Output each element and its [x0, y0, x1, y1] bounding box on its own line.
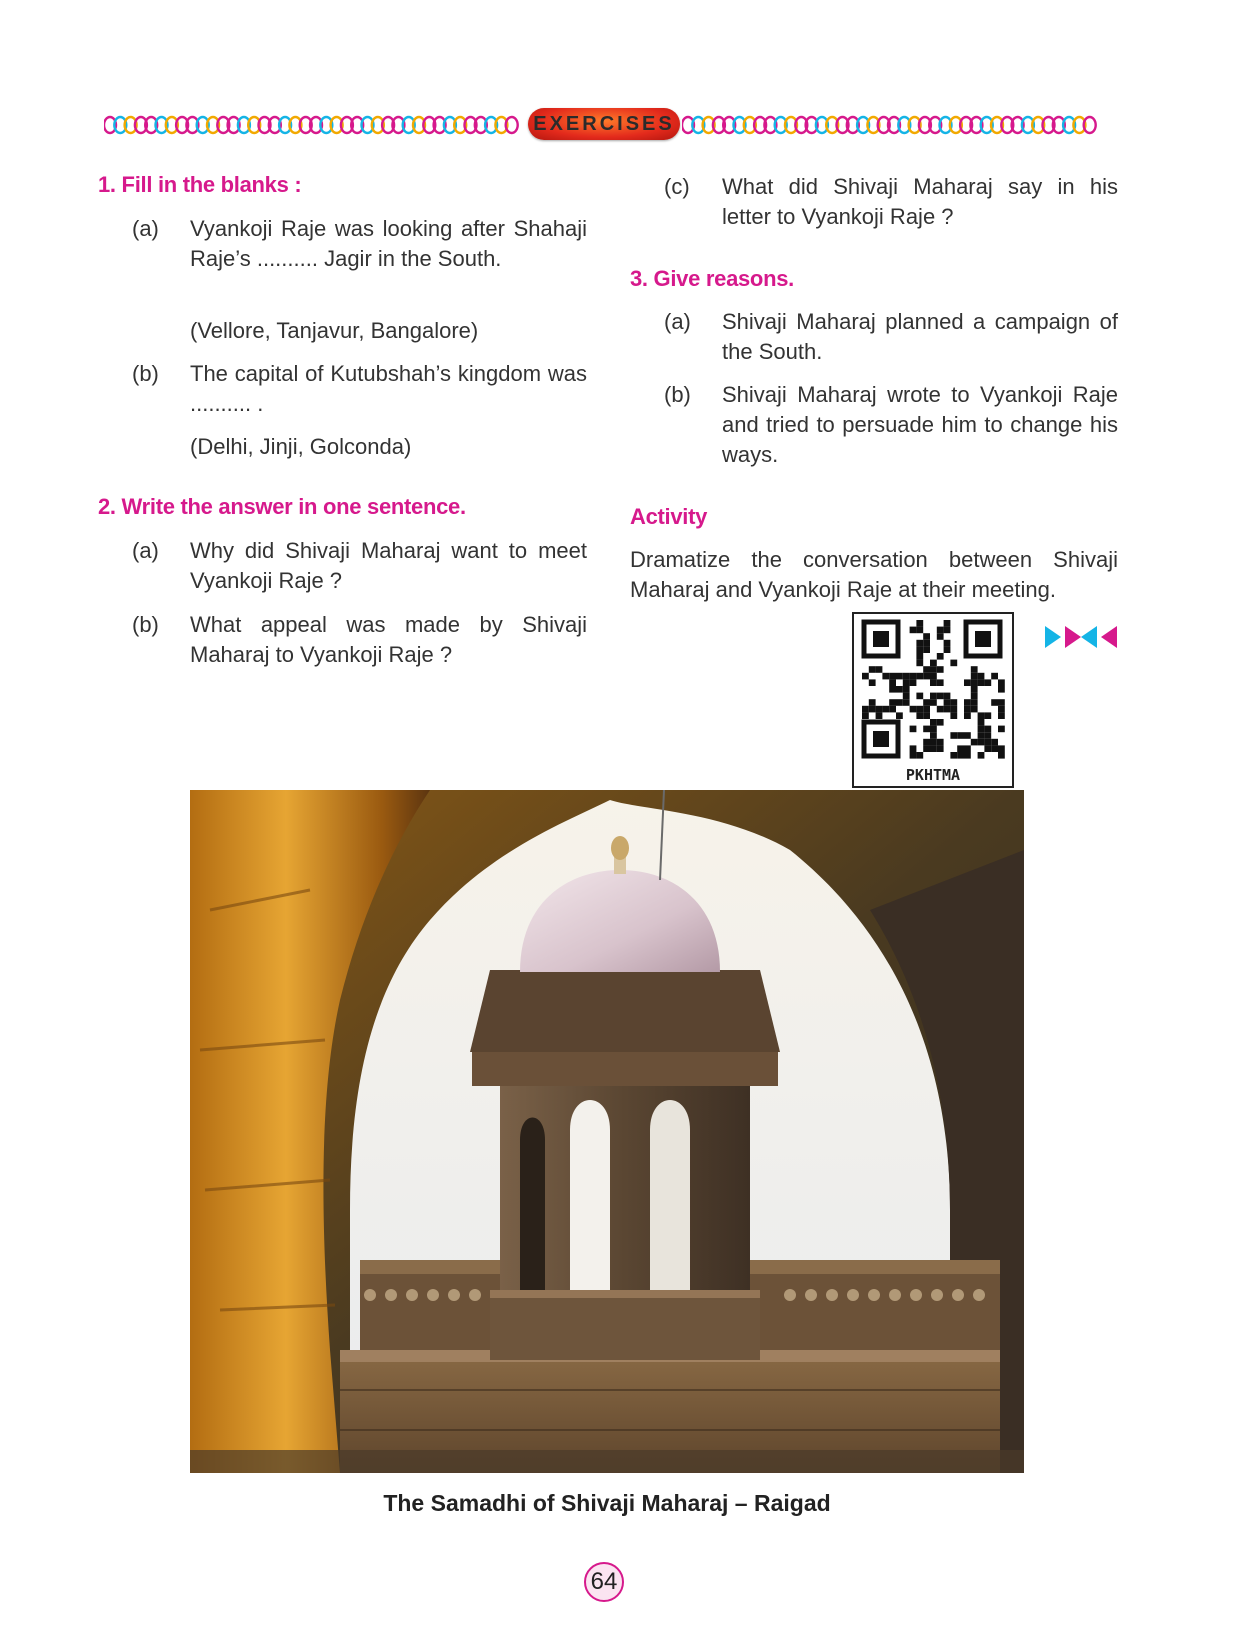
item-label: (b)	[664, 382, 691, 407]
exercises-title: EXERCISES	[533, 112, 675, 135]
decorative-ring-chain-right	[682, 115, 1102, 135]
section-2-item-a	[132, 536, 587, 598]
section-1-item-a	[132, 214, 587, 306]
item-label: (a)	[132, 538, 159, 563]
section-1-item-b-options: (Delhi, Jinji, Golconda)	[190, 434, 412, 459]
activity-text: Dramatize the conversation between Shivaji Maharaj and Vyankoji Raje at their meeting.	[630, 547, 1118, 602]
item-label: (a)	[132, 216, 159, 241]
item-label: (c)	[664, 174, 690, 199]
qr-code-pattern	[854, 614, 1012, 764]
photo-caption: The Samadhi of Shivaji Maharaj – Raigad	[383, 1490, 831, 1516]
item-text: What did Shivaji Maharaj say in his letter to Vyankoji Raje ?	[722, 174, 1118, 229]
item-label: (b)	[132, 612, 159, 637]
item-text: Shivaji Maharaj planned a campaign of the South.	[722, 309, 1118, 364]
item-text: Shivaji Maharaj wrote to Vyankoji Raje and tried to persuade him to change his ways.	[722, 382, 1118, 467]
page-number-text: 64	[590, 1568, 618, 1595]
activity-heading: Activity	[630, 504, 708, 529]
exercises-title-badge	[528, 108, 680, 140]
exercises-banner	[104, 104, 1104, 144]
section-1-item-a-options: (Vellore, Tanjavur, Bangalore)	[190, 318, 479, 343]
item-text: What appeal was made by Shivaji Maharaj to Vyankoji Raje ?	[190, 612, 587, 667]
section-2-item-b	[132, 610, 587, 672]
decorative-ring-chain-left	[104, 115, 524, 135]
section-1-item-b	[132, 359, 587, 421]
item-label: (b)	[132, 361, 159, 386]
item-label: (a)	[664, 309, 691, 334]
section-3-item-b	[664, 380, 1118, 472]
qr-code-label: PKHTMA	[905, 766, 961, 784]
qr-code[interactable]	[852, 612, 1014, 788]
section-3-heading: 3. Give reasons.	[630, 266, 794, 291]
item-text: Why did Shivaji Maharaj want to meet Vyankoji Raje ?	[190, 538, 587, 593]
item-text: Vyankoji Raje was looking after Shahaji Raje’s .......... Jagir in the South.	[190, 216, 587, 271]
section-2-item-c	[664, 172, 1118, 234]
section-3-item-a	[664, 307, 1118, 369]
bowtie-ornament-icon	[1045, 624, 1117, 650]
samadhi-photograph	[190, 790, 1024, 1473]
section-2-heading: 2. Write the answer in one sentence.	[98, 494, 466, 519]
page-number	[584, 1562, 624, 1602]
section-1-heading: 1. Fill in the blanks :	[98, 172, 302, 197]
item-text: The capital of Kutubshah’s kingdom was .......... .	[190, 361, 587, 416]
